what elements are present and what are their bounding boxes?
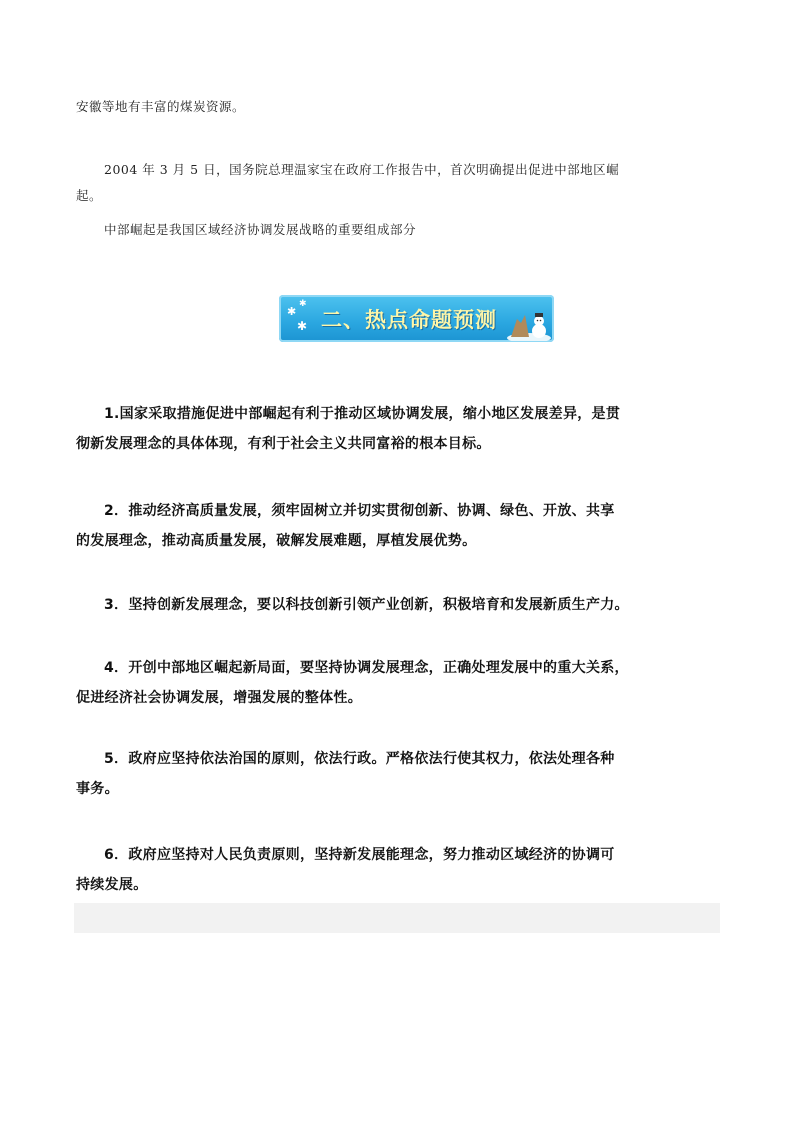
point-item-1-line1: 1.国家采取措施促进中部崛起有利于推动区域协调发展，缩小地区发展差异，是贯 <box>104 406 621 422</box>
snowflake-icon: ✱ <box>299 299 307 309</box>
point-item-4-line2: 促进经济社会协调发展，增强发展的整体性。 <box>76 690 362 706</box>
point-item-1-line2: 彻新发展理念的具体体现，有利于社会主义共同富裕的根本目标。 <box>76 436 491 452</box>
point-item-6-line2: 持续发展。 <box>76 877 148 893</box>
snowflake-icon: ✱ <box>287 305 297 318</box>
point-item-5 <box>76 744 720 804</box>
point-item-3-line1: 3．坚持创新发展理念，要以科技创新引领产业创新，积极培育和发展新质生产力。 <box>104 597 629 613</box>
section-banner <box>279 295 554 342</box>
point-item-2 <box>76 496 720 556</box>
point-item-5-line2: 事务。 <box>76 781 119 797</box>
point-item-1 <box>76 399 720 459</box>
strategy-paragraph: 中部崛起是我国区域经济协调发展战略的重要组成部分 <box>104 222 417 237</box>
point-item-4 <box>76 653 720 713</box>
point-item-6-line1: 6．政府应坚持对人民负责原则，坚持新发展能理念，努力推动区域经济的协调可 <box>104 847 615 863</box>
snowflake-icon: ✱ <box>297 319 308 333</box>
intro-paragraph: 安徽等地有丰富的煤炭资源。 <box>76 99 246 114</box>
point-item-2-line2: 的发展理念，推动高质量发展，破解发展难题，厚植发展优势。 <box>76 533 477 549</box>
point-item-6 <box>76 840 720 900</box>
point-item-4-line1: 4．开创中部地区崛起新局面，要坚持协调发展理念，正确处理发展中的重大关系， <box>104 660 629 676</box>
point-item-2-line1: 2．推动经济高质量发展，须牢固树立并切实贯彻创新、协调、绿色、开放、共享 <box>104 503 615 519</box>
point-item-5-line1: 5．政府应坚持依法治国的原则，依法行政。严格依法行使其权力，依法处理各种 <box>104 751 615 767</box>
date-paragraph-line1: 2004 年 3 月 5 日，国务院总理温家宝在政府工作报告中，首次明确提出促进中部地区崛 <box>104 162 620 177</box>
gray-divider-bar <box>74 903 720 933</box>
section-title: 二、热点命题预测 <box>321 308 497 332</box>
point-item-3 <box>76 590 720 620</box>
date-paragraph-line2: 起。 <box>76 188 103 203</box>
date-paragraph <box>76 157 720 209</box>
snowman-scene-icon <box>507 309 551 341</box>
